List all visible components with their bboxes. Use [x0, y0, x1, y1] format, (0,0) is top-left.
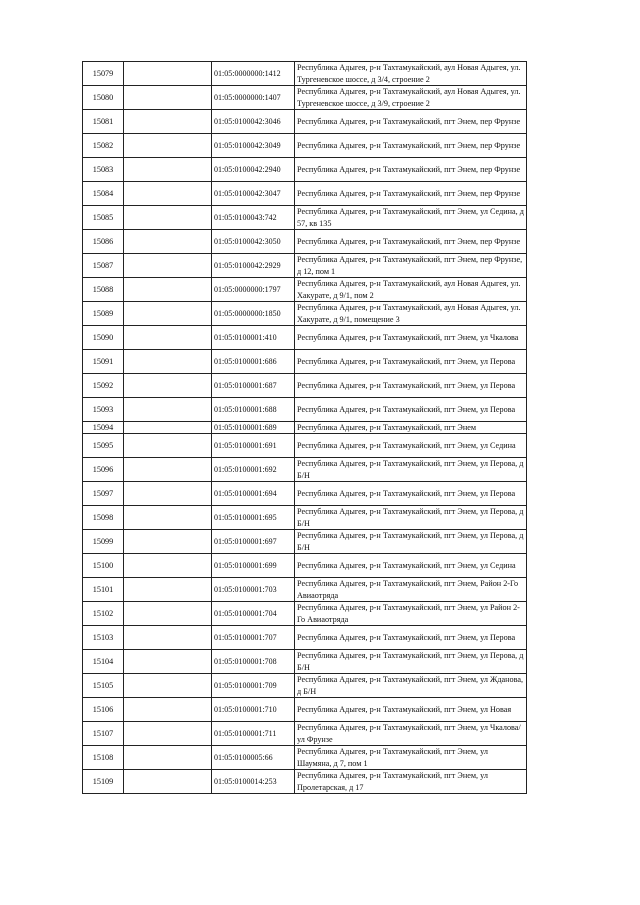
- cadastral-number: 01:05:0100001:710: [212, 698, 295, 722]
- cadastral-number: 01:05:0100001:686: [212, 350, 295, 374]
- empty-cell: [124, 278, 212, 302]
- cadastral-number: 01:05:0100042:2929: [212, 254, 295, 278]
- table-row: [83, 422, 527, 434]
- table-row: [83, 374, 527, 398]
- cadastral-number: 01:05:0100001:704: [212, 602, 295, 626]
- row-number: 15087: [83, 254, 124, 278]
- row-number: 15095: [83, 434, 124, 458]
- row-number: 15083: [83, 158, 124, 182]
- table-row: [83, 134, 527, 158]
- empty-cell: [124, 578, 212, 602]
- empty-cell: [124, 626, 212, 650]
- row-number: 15104: [83, 650, 124, 674]
- table-row: [83, 230, 527, 254]
- address: Республика Адыгея, р-н Тахтамукайский, пгт Энем, пер Фрунзе, д 12, пом 1: [295, 254, 527, 278]
- address: Республика Адыгея, р-н Тахтамукайский, пгт Энем: [295, 422, 527, 434]
- table-row: [83, 458, 527, 482]
- empty-cell: [124, 62, 212, 86]
- table-row: [83, 482, 527, 506]
- address: Республика Адыгея, р-н Тахтамукайский, пгт Энем, ул Шаумяна, д 7, пом 1: [295, 746, 527, 770]
- address: Республика Адыгея, р-н Тахтамукайский, пгт Энем, ул Перова, д Б/Н: [295, 506, 527, 530]
- table-row: [83, 398, 527, 422]
- cadastral-number: 01:05:0100001:711: [212, 722, 295, 746]
- table-row: [83, 554, 527, 578]
- cadastral-number: 01:05:0100001:688: [212, 398, 295, 422]
- address: Республика Адыгея, р-н Тахтамукайский, аул Новая Адыгея, ул. Тургеневское шоссе, д 3/4, строение 2: [295, 62, 527, 86]
- address: Республика Адыгея, р-н Тахтамукайский, пгт Энем, пер Фрунзе: [295, 182, 527, 206]
- address: Республика Адыгея, р-н Тахтамукайский, пгт Энем, ул Перова: [295, 398, 527, 422]
- empty-cell: [124, 86, 212, 110]
- table-row: [83, 578, 527, 602]
- empty-cell: [124, 134, 212, 158]
- row-number: 15085: [83, 206, 124, 230]
- empty-cell: [124, 182, 212, 206]
- cadastral-number: 01:05:0100042:3047: [212, 182, 295, 206]
- row-number: 15109: [83, 770, 124, 794]
- row-number: 15091: [83, 350, 124, 374]
- table-row: [83, 506, 527, 530]
- cadastral-number: 01:05:0100043:742: [212, 206, 295, 230]
- row-number: 15090: [83, 326, 124, 350]
- table-row: [83, 770, 527, 794]
- address: Республика Адыгея, р-н Тахтамукайский, пгт Энем, пер Фрунзе: [295, 230, 527, 254]
- table-row: [83, 62, 527, 86]
- empty-cell: [124, 302, 212, 326]
- empty-cell: [124, 230, 212, 254]
- empty-cell: [124, 650, 212, 674]
- table-row: [83, 158, 527, 182]
- address: Республика Адыгея, р-н Тахтамукайский, пгт Энем, ул Чкалова/ул Фрунзе: [295, 722, 527, 746]
- cadastral-number: 01:05:0100001:410: [212, 326, 295, 350]
- table-row: [83, 86, 527, 110]
- row-number: 15107: [83, 722, 124, 746]
- row-number: 15086: [83, 230, 124, 254]
- row-number: 15081: [83, 110, 124, 134]
- cadastral-number: 01:05:0100042:3049: [212, 134, 295, 158]
- address: Республика Адыгея, р-н Тахтамукайский, пгт Энем, ул Перова: [295, 350, 527, 374]
- row-number: 15105: [83, 674, 124, 698]
- empty-cell: [124, 770, 212, 794]
- empty-cell: [124, 398, 212, 422]
- row-number: 15102: [83, 602, 124, 626]
- empty-cell: [124, 326, 212, 350]
- address: Республика Адыгея, р-н Тахтамукайский, пгт Энем, пер Фрунзе: [295, 134, 527, 158]
- empty-cell: [124, 458, 212, 482]
- row-number: 15094: [83, 422, 124, 434]
- row-number: 15099: [83, 530, 124, 554]
- empty-cell: [124, 350, 212, 374]
- table-row: [83, 602, 527, 626]
- address: Республика Адыгея, р-н Тахтамукайский, пгт Энем, ул Перова: [295, 482, 527, 506]
- address: Республика Адыгея, р-н Тахтамукайский, пгт Энем, ул Жданова, д Б/Н: [295, 674, 527, 698]
- address: Республика Адыгея, р-н Тахтамукайский, пгт Энем, ул Седина: [295, 434, 527, 458]
- row-number: 15103: [83, 626, 124, 650]
- row-number: 15097: [83, 482, 124, 506]
- cadastral-number: 01:05:0100001:708: [212, 650, 295, 674]
- address: Республика Адыгея, р-н Тахтамукайский, пгт Энем, пер Фрунзе: [295, 110, 527, 134]
- cadastral-number: 01:05:0100005:66: [212, 746, 295, 770]
- cadastral-number: 01:05:0000000:1412: [212, 62, 295, 86]
- table-row: [83, 746, 527, 770]
- table-row: [83, 206, 527, 230]
- row-number: 15080: [83, 86, 124, 110]
- registry-table: [82, 61, 527, 794]
- row-number: 15092: [83, 374, 124, 398]
- cadastral-number: 01:05:0100001:697: [212, 530, 295, 554]
- cadastral-number: 01:05:0100001:695: [212, 506, 295, 530]
- table-row: [83, 182, 527, 206]
- cadastral-number: 01:05:0100001:703: [212, 578, 295, 602]
- cadastral-number: 01:05:0100001:689: [212, 422, 295, 434]
- empty-cell: [124, 374, 212, 398]
- address: Республика Адыгея, р-н Тахтамукайский, пгт Энем, ул Седина, д 57, кв 135: [295, 206, 527, 230]
- table-row: [83, 698, 527, 722]
- empty-cell: [124, 482, 212, 506]
- cadastral-number: 01:05:0100001:692: [212, 458, 295, 482]
- empty-cell: [124, 554, 212, 578]
- empty-cell: [124, 698, 212, 722]
- empty-cell: [124, 206, 212, 230]
- address: Республика Адыгея, р-н Тахтамукайский, пгт Энем, ул Перова: [295, 626, 527, 650]
- row-number: 15101: [83, 578, 124, 602]
- row-number: 15089: [83, 302, 124, 326]
- cadastral-number: 01:05:0100042:2940: [212, 158, 295, 182]
- cadastral-number: 01:05:0100042:3046: [212, 110, 295, 134]
- address: Республика Адыгея, р-н Тахтамукайский, пгт Энем, Район 2-Го Авиаотряда: [295, 578, 527, 602]
- cadastral-number: 01:05:0100001:709: [212, 674, 295, 698]
- cadastral-number: 01:05:0100001:687: [212, 374, 295, 398]
- table-row: [83, 434, 527, 458]
- cadastral-number: 01:05:0100001:707: [212, 626, 295, 650]
- table-row: [83, 110, 527, 134]
- table-row: [83, 626, 527, 650]
- address: Республика Адыгея, р-н Тахтамукайский, пгт Энем, ул Чкалова: [295, 326, 527, 350]
- address: Республика Адыгея, р-н Тахтамукайский, аул Новая Адыгея, ул. Хакурате, д 9/1, пом 2: [295, 278, 527, 302]
- table-row: [83, 722, 527, 746]
- table-row: [83, 326, 527, 350]
- empty-cell: [124, 434, 212, 458]
- empty-cell: [124, 602, 212, 626]
- empty-cell: [124, 110, 212, 134]
- cadastral-number: 01:05:0100001:694: [212, 482, 295, 506]
- row-number: 15093: [83, 398, 124, 422]
- table-row: [83, 530, 527, 554]
- address: Республика Адыгея, р-н Тахтамукайский, пгт Энем, ул Перова: [295, 374, 527, 398]
- registry-table-body: [83, 62, 527, 794]
- cadastral-number: 01:05:0000000:1797: [212, 278, 295, 302]
- address: Республика Адыгея, р-н Тахтамукайский, пгт Энем, ул Перова, д Б/Н: [295, 458, 527, 482]
- row-number: 15088: [83, 278, 124, 302]
- row-number: 15098: [83, 506, 124, 530]
- table-row: [83, 278, 527, 302]
- empty-cell: [124, 746, 212, 770]
- address: Республика Адыгея, р-н Тахтамукайский, пгт Энем, ул Новая: [295, 698, 527, 722]
- empty-cell: [124, 254, 212, 278]
- table-row: [83, 350, 527, 374]
- cadastral-number: 01:05:0100042:3050: [212, 230, 295, 254]
- address: Республика Адыгея, р-н Тахтамукайский, пгт Энем, ул Пролетарская, д 17: [295, 770, 527, 794]
- table-row: [83, 674, 527, 698]
- row-number: 15108: [83, 746, 124, 770]
- row-number: 15084: [83, 182, 124, 206]
- cadastral-number: 01:05:0100001:691: [212, 434, 295, 458]
- cadastral-number: 01:05:0100014:253: [212, 770, 295, 794]
- empty-cell: [124, 506, 212, 530]
- address: Республика Адыгея, р-н Тахтамукайский, пгт Энем, ул Перова, д Б/Н: [295, 650, 527, 674]
- cadastral-number: 01:05:0000000:1407: [212, 86, 295, 110]
- address: Республика Адыгея, р-н Тахтамукайский, пгт Энем, ул Перова, д Б/Н: [295, 530, 527, 554]
- table-row: [83, 302, 527, 326]
- row-number: 15096: [83, 458, 124, 482]
- empty-cell: [124, 674, 212, 698]
- address: Республика Адыгея, р-н Тахтамукайский, пгт Энем, ул Район 2-Го Авиаотряда: [295, 602, 527, 626]
- empty-cell: [124, 158, 212, 182]
- cadastral-number: 01:05:0100001:699: [212, 554, 295, 578]
- row-number: 15079: [83, 62, 124, 86]
- address: Республика Адыгея, р-н Тахтамукайский, аул Новая Адыгея, ул. Тургеневское шоссе, д 3/9, строение 2: [295, 86, 527, 110]
- table-row: [83, 650, 527, 674]
- cadastral-number: 01:05:0000000:1850: [212, 302, 295, 326]
- empty-cell: [124, 422, 212, 434]
- empty-cell: [124, 530, 212, 554]
- address: Республика Адыгея, р-н Тахтамукайский, пгт Энем, ул Седина: [295, 554, 527, 578]
- address: Республика Адыгея, р-н Тахтамукайский, пгт Энем, пер Фрунзе: [295, 158, 527, 182]
- empty-cell: [124, 722, 212, 746]
- address: Республика Адыгея, р-н Тахтамукайский, аул Новая Адыгея, ул. Хакурате, д 9/1, помещение 3: [295, 302, 527, 326]
- row-number: 15106: [83, 698, 124, 722]
- table-row: [83, 254, 527, 278]
- row-number: 15100: [83, 554, 124, 578]
- row-number: 15082: [83, 134, 124, 158]
